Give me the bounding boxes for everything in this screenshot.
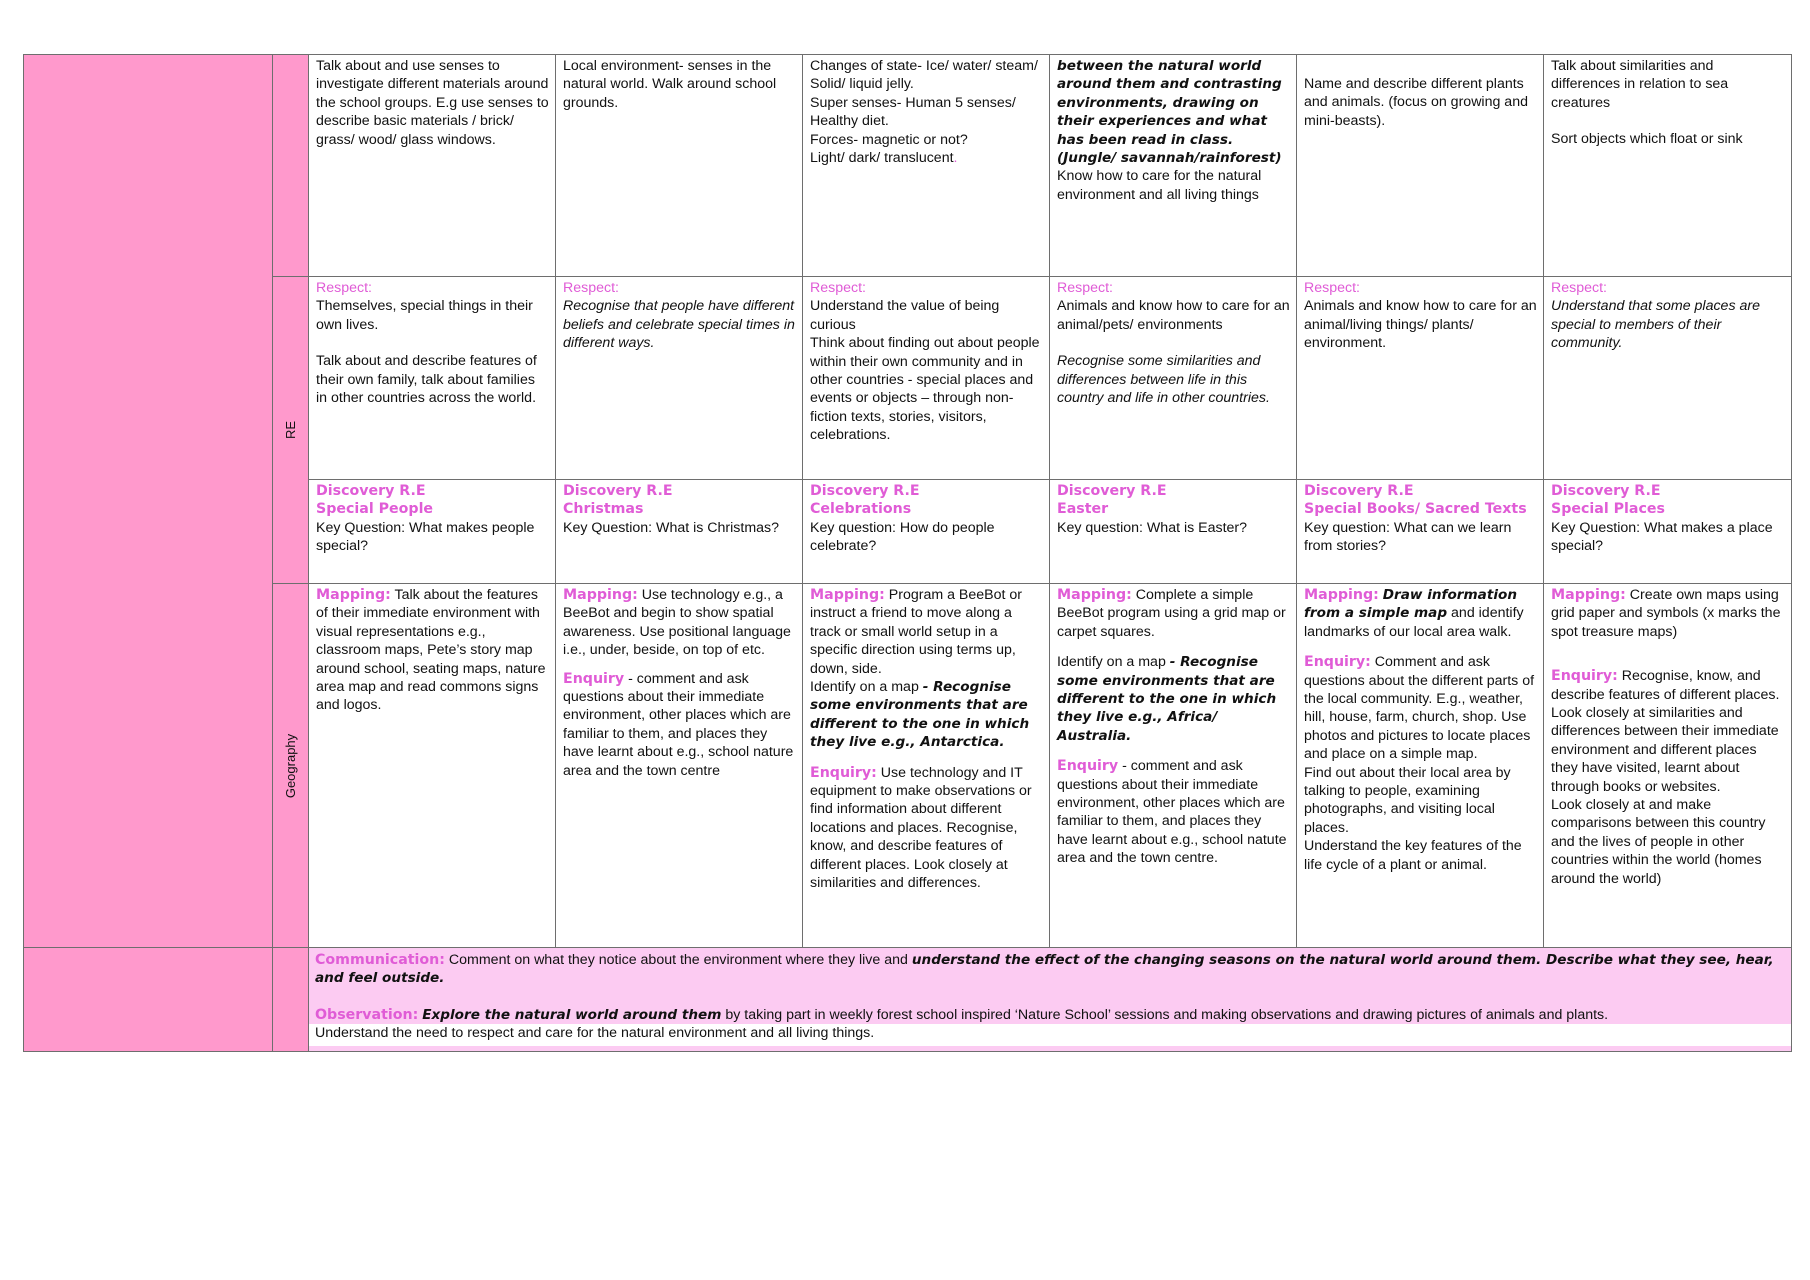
geography-cell-5	[1297, 584, 1544, 948]
re-label: RE	[282, 420, 298, 440]
geography-text: Use technology e.g., a BeeBot and begin to show spatial awareness. Use positional language i.e., under, beside, on top of etc.	[563, 587, 791, 659]
science-strong-text: between the natural world around them and contrasting environments, drawing on their experiences and what has been read in class. (Jungle/ savannah/rainforest)	[1057, 58, 1282, 167]
discovery-label: Discovery R.E	[1304, 483, 1414, 499]
science-text: Know how to care for the natural environment and all living things	[1057, 168, 1262, 203]
geography-text: Comment and ask questions about the different parts of the local community. E.g., weather, hill, house, farm, church, shop. Use photos and pictures to locate places and place on a simple map.	[1304, 654, 1535, 763]
re-text: Recognise some similarities and differences between life in this country and life in other countries.	[1057, 353, 1270, 407]
geography-row	[24, 584, 1792, 948]
science-text: Sort objects which float or sink	[1551, 131, 1743, 148]
re-discovery-cell-4	[1050, 480, 1297, 584]
science-text: Changes of state- Ice/ water/ steam/ Solid/ liquid jelly.	[810, 58, 1038, 93]
area-cell	[24, 55, 273, 948]
summary-strong-text: Explore the natural world around them	[422, 1006, 722, 1023]
mapping-label: Mapping:	[316, 587, 391, 603]
respect-label: Respect:	[1057, 280, 1113, 296]
geography-text: Create own maps using grid paper and symbols (x marks the spot treasure maps)	[1551, 587, 1781, 640]
geography-text: Find out about their local area by talking to people, examining photographs, and visiting local places.	[1304, 764, 1511, 836]
science-text: Forces- magnetic or not?	[810, 131, 968, 148]
re-text: Recognise that people have different beliefs and celebrate special times in different ways.	[563, 298, 795, 352]
summary-text: Understand the need to respect and care for the natural environment and all living things.	[309, 1024, 1791, 1045]
observation-label: Observation:	[315, 1006, 419, 1023]
science-cell-2	[556, 55, 803, 277]
key-question: Key question: How do people celebrate?	[810, 519, 995, 555]
geography-strong-text: - Recognise some environments that are different to the one in which they live e.g., Africa/ Australia.	[1057, 654, 1277, 744]
enquiry-label: Enquiry:	[810, 764, 877, 781]
re-respect-row	[24, 277, 1792, 480]
discovery-label: Discovery R.E	[563, 483, 673, 499]
re-text: Understand that some places are special to members of their community.	[1551, 298, 1760, 352]
science-cell-6	[1544, 55, 1792, 277]
re-discovery-cell-3	[803, 480, 1050, 584]
science-text: Local environment- senses in the natural world. Walk around school grounds.	[563, 58, 777, 111]
science-text: Talk about similarities and differences in relation to sea creatures	[1551, 58, 1729, 111]
geography-cell-3	[803, 584, 1050, 948]
science-cell-5	[1297, 55, 1544, 277]
key-question: Key question: What can we learn from stories?	[1304, 519, 1512, 555]
curriculum-table	[23, 54, 1792, 1052]
discovery-label: Discovery R.E	[1057, 483, 1167, 499]
re-discovery-cell-1	[309, 480, 556, 584]
mapping-label: Mapping:	[563, 587, 638, 603]
summary-text: Comment on what they notice about the environment where they live and	[448, 952, 908, 968]
geography-label: Geography	[282, 733, 298, 798]
enquiry-label: Enquiry	[1057, 758, 1119, 775]
key-question: Key Question: What makes a place special?	[1551, 519, 1773, 555]
re-discovery-cell-2	[556, 480, 803, 584]
geography-text: Talk about the features of their immediate environment with visual representations e.g., classroom maps, Pete’s story map around school, seating maps, nature area map and read commons signs and logos.	[316, 587, 546, 714]
re-respect-cell-6	[1544, 277, 1792, 480]
communication-label: Communication:	[315, 952, 445, 968]
discovery-unit-title: Easter	[1057, 501, 1109, 518]
science-text: Talk about and use senses to investigate different materials around the school groups. E.g use senses to describe basic materials / brick/ grass/ wood/ glass windows.	[316, 58, 549, 148]
enquiry-label: Enquiry:	[1551, 668, 1618, 685]
summary-area-cell	[24, 948, 273, 1052]
science-cell-4	[1050, 55, 1297, 277]
re-side-cell	[273, 277, 309, 584]
re-respect-cell-2	[556, 277, 803, 480]
re-text: Think about finding out about people within their own community and in other countries - special places and events or objects – through non-fiction texts, stories, visitors, celebrations.	[810, 335, 1040, 444]
geography-text: and identify landmarks of our local area walk.	[1304, 605, 1524, 640]
discovery-label: Discovery R.E	[810, 483, 920, 499]
geography-side-cell	[273, 584, 309, 948]
re-text: Animals and know how to care for an animal/pets/ environments	[1057, 298, 1290, 333]
geography-strong-text: Draw information from a simple map	[1304, 587, 1518, 622]
re-discovery-cell-6	[1544, 480, 1792, 584]
mapping-label: Mapping:	[1057, 587, 1132, 603]
discovery-unit-title: Special People	[316, 501, 434, 518]
geography-cell-6	[1544, 584, 1792, 948]
geography-cell-1	[309, 584, 556, 948]
mapping-label: Mapping:	[1304, 587, 1379, 603]
science-text: Name and describe different plants and animals. (focus on growing and mini-beasts).	[1304, 76, 1528, 129]
respect-label: Respect:	[1304, 280, 1360, 296]
discovery-unit-title: Special Places	[1551, 501, 1665, 518]
geography-text: Understand the key features of the life cycle of a plant or animal.	[1304, 838, 1522, 873]
summary-row	[24, 948, 1792, 1052]
re-discovery-cell-5	[1297, 480, 1544, 584]
re-text: Talk about and describe features of their own family, talk about families in other countries across the world.	[316, 353, 537, 407]
science-row	[24, 55, 1792, 277]
summary-strong-text: understand the effect of the changing seasons on the natural world around them. Describe what they see, hear, and feel outside.	[315, 952, 1774, 987]
discovery-label: Discovery R.E	[316, 483, 426, 499]
geography-cell-4	[1050, 584, 1297, 948]
geography-text: Identify on a map	[1057, 654, 1166, 671]
re-respect-cell-5	[1297, 277, 1544, 480]
summary-text: by taking part in weekly forest school inspired ‘Nature School’ sessions and making observations and drawing pictures of animals and plants.	[725, 1006, 1609, 1023]
science-cell-3: Changes of state- Ice/ water/ steam/ Solid/ liquid jelly. Super senses- Human 5 senses/ Healthy diet. Forces- magnetic or not? Light/ dark/ translucent.	[803, 55, 1050, 277]
re-respect-cell-4	[1050, 277, 1297, 480]
respect-label: Respect:	[316, 280, 372, 296]
mapping-label: Mapping:	[810, 587, 885, 603]
key-question: Key Question: What makes people special?	[316, 519, 535, 555]
key-question: Key Question: What is Christmas?	[563, 519, 780, 536]
discovery-unit-title: Special Books/ Sacred Texts	[1304, 501, 1527, 518]
re-text: Animals and know how to care for an animal/living things/ plants/ environment.	[1304, 298, 1537, 352]
discovery-label: Discovery R.E	[1551, 483, 1661, 499]
geography-text: Complete a simple BeeBot program using a grid map or carpet squares.	[1057, 587, 1286, 640]
science-text: Super senses- Human 5 senses/ Healthy diet.	[810, 94, 1016, 130]
respect-label: Respect:	[810, 280, 866, 296]
geography-strong-text: - Recognise some environments that are different to the one in which they live e.g., Antarctica.	[810, 679, 1030, 751]
key-question: Key question: What is Easter?	[1057, 519, 1248, 536]
discovery-unit-title: Celebrations	[810, 501, 912, 518]
re-text: Understand the value of being curious	[810, 298, 1000, 333]
summary-side-cell	[273, 948, 309, 1052]
science-cell-1	[309, 55, 556, 277]
science-side-cell	[273, 55, 309, 277]
respect-label: Respect:	[1551, 280, 1607, 296]
re-respect-cell-1	[309, 277, 556, 480]
enquiry-label: Enquiry:	[1304, 654, 1371, 671]
summary-cell	[309, 948, 1792, 1052]
geography-text: Program a BeeBot or instruct a friend to move along a track or small world setup in a specific direction using terms up, down, side.	[810, 587, 1023, 677]
geography-text: - comment and ask questions about their immediate environment, other places which are familiar to them, and places they have learnt about e.g., school natute area and the town centre.	[1057, 758, 1287, 867]
mapping-label: Mapping:	[1551, 587, 1626, 603]
geography-text: Look closely at and make comparisons between this country and the lives of people in other countries within the world (homes around the world)	[1551, 797, 1766, 887]
enquiry-label: Enquiry	[563, 670, 625, 687]
geography-text: Use technology and IT equipment to make observations or find information about different locations and places. Recognise, know, and describe features of different places. Look closely at similarities and differences.	[810, 764, 1032, 892]
re-text: Themselves, special things in their own lives.	[316, 298, 533, 333]
science-text: Light/ dark/ translucent	[810, 150, 954, 167]
respect-label: Respect:	[563, 280, 619, 296]
geography-text: Identify on a map	[810, 679, 919, 696]
re-respect-cell-3	[803, 277, 1050, 480]
geography-text: Recognise, know, and describe features of different places. Look closely at similarities and differences between their immediate environment and different places they have visited, learnt about through books or websites.	[1551, 668, 1780, 795]
geography-text: - comment and ask questions about their immediate environment, other places which are familiar to them, and places they have learnt about e.g., school nature area and the town centre	[563, 670, 794, 779]
geography-cell-2	[556, 584, 803, 948]
discovery-unit-title: Christmas	[563, 501, 644, 518]
